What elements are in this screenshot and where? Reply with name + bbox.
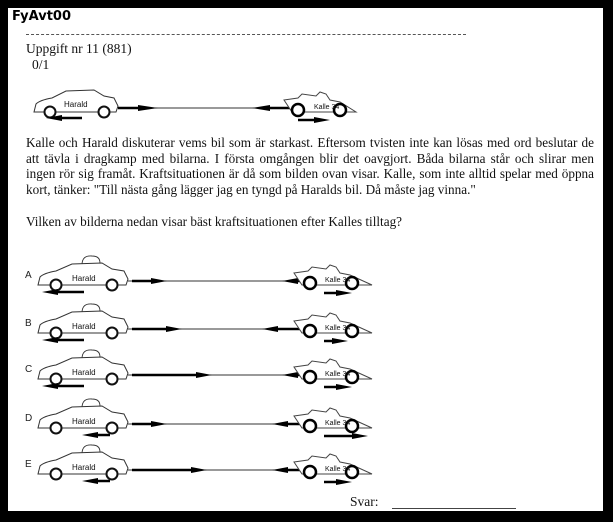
harald-car (38, 311, 128, 339)
option-label-a[interactable]: A (25, 270, 32, 281)
option-label-c[interactable]: C (25, 364, 33, 375)
rope-force-on-harald-arrow (132, 467, 207, 473)
harald-car (38, 406, 128, 434)
problem-text (26, 135, 594, 197)
task-score: 0/1 (32, 57, 50, 72)
kalle-car-label: Kalle 34 (325, 466, 351, 473)
task-title: Uppgift nr 11 (881) (26, 41, 132, 56)
harald-car-label: Harald (72, 463, 96, 472)
kalle-car-label: Kalle 34 (314, 104, 340, 111)
document-page (8, 8, 603, 511)
harald-car-label: Harald (64, 100, 88, 109)
rope-force-on-harald-arrow (132, 372, 212, 378)
harald-car (38, 452, 128, 480)
harald-car-label: Harald (72, 368, 96, 377)
kalle-friction-arrow (324, 479, 352, 485)
separator-line (26, 34, 466, 35)
kalle-car-label: Kalle 34 (325, 277, 351, 284)
kalle-car (284, 92, 356, 116)
harald-car-label: Harald (72, 274, 96, 283)
harald-car (38, 263, 128, 291)
kalle-car (294, 313, 372, 337)
harald-car-label: Harald (72, 417, 96, 426)
option-label-e[interactable]: E (25, 459, 32, 470)
answer-label: Svar: (350, 494, 379, 509)
kalle-car-label: Kalle 34 (325, 420, 351, 427)
rope-force-on-harald-arrow (132, 278, 167, 284)
kalle-friction-arrow (324, 338, 348, 344)
kalle-car (294, 359, 372, 383)
option-figure-b[interactable] (32, 301, 382, 347)
harald-friction-arrow (42, 289, 84, 295)
kalle-friction-arrow (324, 433, 368, 439)
rope-force-on-harald-arrow (132, 326, 182, 332)
option-figure-d[interactable] (32, 396, 382, 442)
problem-paragraph: Kalle och Harald diskuterar vems bil som är starkast. Eftersom tvisten inte kan lösas med ord beslutar de att tävla i dragkamp med bilarna. I första omgången blir det oavgjort. Båda bilarna står och slirar men ingen rör sig framåt. Kraftsituationen är då som bilden ovan visar. Kalle, som inte alltid spelar med öppna kort, tänker: "Till nästa gång lägger jag en tyngd på Haralds bil. Då måste jag vinna." (26, 135, 594, 197)
harald-car-label: Harald (72, 322, 96, 331)
kalle-friction-arrow (324, 384, 352, 390)
question-text: Vilken av bilderna nedan visar bäst kraftsituationen efter Kalles tilltag? (26, 214, 403, 229)
option-figure-a[interactable] (32, 253, 382, 299)
harald-friction-arrow (42, 337, 84, 343)
answer-field[interactable] (392, 508, 516, 509)
kalle-car-label: Kalle 34 (325, 371, 351, 378)
option-label-b[interactable]: B (25, 318, 32, 329)
option-figure-c[interactable] (32, 347, 382, 393)
option-label-d[interactable]: D (25, 413, 33, 424)
option-figure-e[interactable] (32, 442, 382, 488)
kalle-friction-arrow (324, 290, 352, 296)
rope-force-on-harald-arrow (132, 421, 167, 427)
kalle-car-label: Kalle 34 (325, 325, 351, 332)
harald-car (38, 357, 128, 385)
harald-car (34, 90, 118, 118)
kalle-car (294, 265, 372, 289)
intro-tug-of-war-figure (30, 84, 360, 124)
harald-friction-arrow (42, 383, 84, 389)
harald-friction-arrow (82, 432, 110, 438)
document-header: FyAvt00 (12, 9, 72, 24)
kalle-car (294, 454, 372, 478)
harald-friction-arrow (82, 478, 110, 484)
kalle-car (294, 408, 372, 432)
